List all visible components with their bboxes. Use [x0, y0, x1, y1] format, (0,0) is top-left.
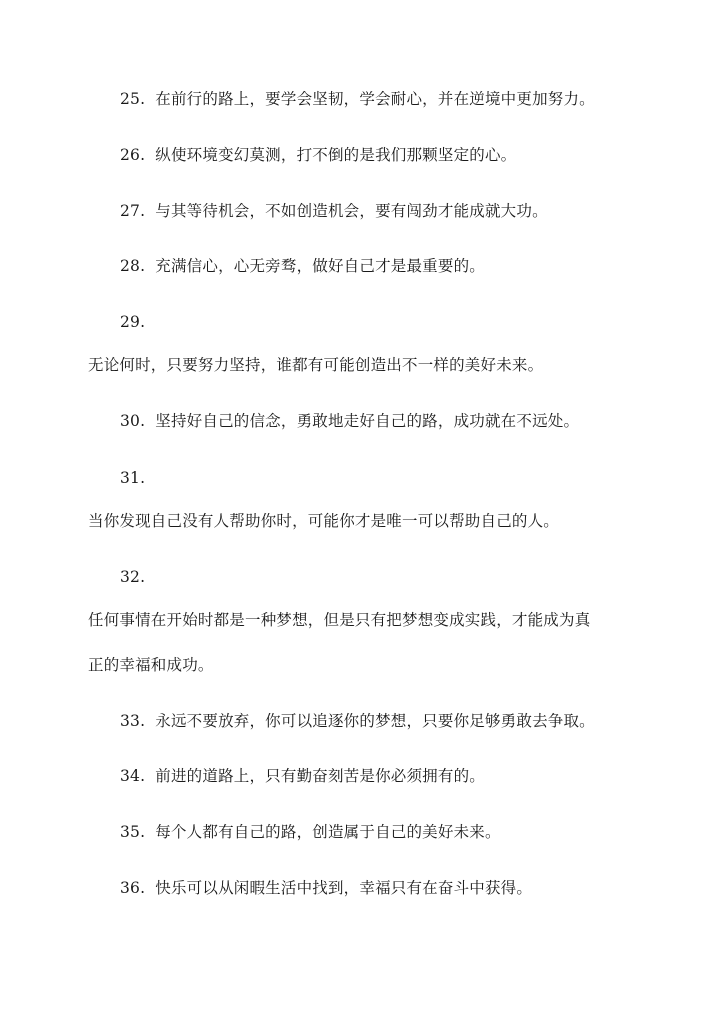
- item-number: 31.: [120, 469, 146, 487]
- item-number: 26.: [120, 146, 146, 164]
- list-item-28: [120, 256, 485, 276]
- list-item-31-text: [88, 511, 559, 531]
- item-text: 纵使环境变幻莫测，打不倒的是我们那颗坚定的心。: [155, 146, 517, 164]
- list-item-30: [120, 411, 579, 431]
- item-number: 30.: [120, 412, 146, 430]
- list-item-27: [120, 201, 548, 221]
- item-text: 每个人都有自己的路，创造属于自己的美好未来。: [155, 823, 501, 841]
- item-number: 25.: [120, 90, 146, 108]
- list-item-31-number: [120, 468, 145, 488]
- list-item-32-text-line2: [88, 655, 214, 675]
- item-number: 28.: [120, 257, 146, 275]
- list-item-25: [120, 89, 595, 109]
- item-text: 前进的道路上，只有勤奋刻苦是你必须拥有的。: [155, 767, 485, 785]
- item-number: 33.: [120, 712, 146, 730]
- item-text: 充满信心，心无旁骛，做好自己才是最重要的。: [155, 257, 485, 275]
- item-text: 与其等待机会，不如创造机会，要有闯劲才能成就大功。: [155, 202, 548, 220]
- list-item-36: [120, 878, 532, 898]
- item-text: 在前行的路上，要学会坚韧，学会耐心，并在逆境中更加努力。: [155, 90, 595, 108]
- item-text: 正的幸福和成功。: [88, 656, 214, 674]
- item-text: 任何事情在开始时都是一种梦想，但是只有把梦想变成实践，才能成为真: [88, 611, 591, 629]
- list-item-35: [120, 822, 501, 842]
- item-number: 32.: [120, 568, 146, 586]
- item-text: 当你发现自己没有人帮助你时，可能你才是唯一可以帮助自己的人。: [88, 512, 560, 530]
- list-item-29-number: [120, 312, 145, 332]
- item-number: 29.: [120, 313, 146, 331]
- list-item-33: [120, 711, 595, 731]
- list-item-32-text-line1: [88, 610, 590, 630]
- item-number: 35.: [120, 823, 146, 841]
- item-number: 36.: [120, 879, 146, 897]
- item-number: 34.: [120, 767, 146, 785]
- item-text: 快乐可以从闲暇生活中找到，幸福只有在奋斗中获得。: [155, 879, 533, 897]
- list-item-32-number: [120, 567, 145, 587]
- item-text: 永远不要放弃，你可以追逐你的梦想，只要你足够勇敢去争取。: [155, 712, 595, 730]
- list-item-29-text: [88, 355, 543, 375]
- list-item-34: [120, 766, 485, 786]
- item-text: 无论何时，只要努力坚持，谁都有可能创造出不一样的美好未来。: [88, 356, 544, 374]
- item-number: 27.: [120, 202, 146, 220]
- list-item-26: [120, 145, 516, 165]
- item-text: 坚持好自己的信念，勇敢地走好自己的路，成功就在不远处。: [155, 412, 580, 430]
